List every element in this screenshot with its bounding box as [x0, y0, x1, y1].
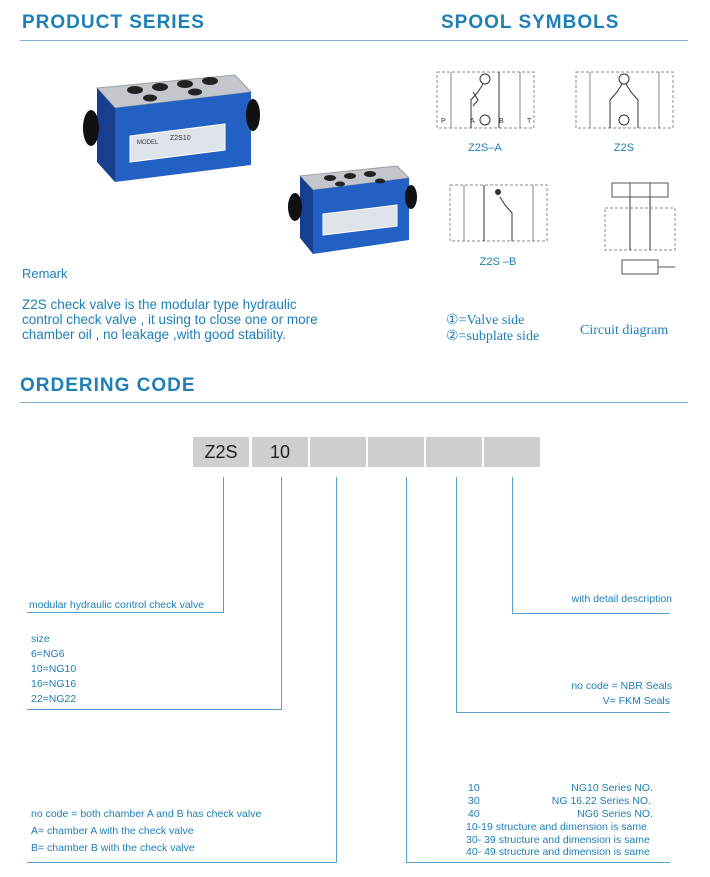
connector-model-v — [223, 477, 224, 612]
connector-seals-v — [456, 477, 457, 712]
remark-line-3: chamber oil , no leakage ,with good stability. — [22, 327, 286, 342]
connector-size-v — [281, 477, 282, 709]
code-box-detail — [484, 437, 540, 467]
product-series-heading: PRODUCT SERIES — [22, 12, 205, 33]
desc-size-22: 22=NG22 — [31, 693, 77, 705]
code-box-size: 10 — [252, 437, 308, 467]
spool-label-z2s-b — [448, 256, 548, 268]
desc-series-40-code: 40 — [468, 808, 480, 820]
desc-seal-nbr: no code = NBR Seals — [571, 680, 672, 692]
desc-seal-fkm: V= FKM Seals — [602, 695, 670, 707]
connector-series-h — [406, 862, 670, 863]
remark-line-2: control check valve , it using to close one or more — [22, 312, 318, 327]
connector-chamber-h — [27, 862, 337, 863]
desc-detail: with detail description — [571, 593, 672, 605]
ordering-divider — [20, 402, 688, 403]
desc-size-6: 6=NG6 — [31, 648, 65, 660]
desc-structure-30: 30- 39 structure and dimension is same — [466, 834, 650, 846]
desc-series-40-text: NG6 Series NO. — [577, 808, 653, 820]
valve-plate-model: MODEL — [137, 140, 159, 146]
remark-title: Remark — [22, 266, 68, 281]
connector-chamber-v — [336, 477, 337, 862]
port-a: A — [470, 118, 475, 125]
ordering-code-heading: ORDERING CODE — [20, 375, 196, 396]
remark-line-1: Z2S check valve is the modular type hydraulic — [22, 297, 297, 312]
legend-subplate-side: ②=subplate side — [446, 329, 540, 344]
code-box-chamber — [310, 437, 366, 467]
spool-label-z2s-text: Z2S — [613, 142, 635, 154]
valve-plate-text: Z2S10 — [170, 135, 191, 142]
port-b: B — [499, 118, 504, 125]
port-p: P — [441, 118, 446, 125]
top-divider — [20, 40, 688, 41]
desc-chamber-a: A= chamber A with the check valve — [31, 825, 194, 837]
desc-series-10-text: NG10 Series NO. — [571, 782, 653, 794]
spool-label-z2s-b-text: Z2S –B — [479, 256, 517, 268]
valve-image-small — [285, 162, 425, 262]
desc-structure-40: 40- 49 structure and dimension is same — [466, 846, 650, 858]
desc-series-10-code: 10 — [468, 782, 480, 794]
desc-modular: modular hydraulic control check valve — [29, 599, 205, 611]
spool-label-z2s-a — [435, 142, 535, 154]
code-box-model: Z2S — [193, 437, 249, 467]
valve-image-large — [75, 70, 265, 190]
desc-size-10: 10=NG10 — [31, 663, 77, 675]
connector-detail-h — [512, 613, 670, 614]
spool-symbol-z2s-b — [446, 183, 551, 245]
desc-size-16: 16=NG16 — [31, 678, 77, 690]
circuit-diagram-label: Circuit diagram — [580, 323, 669, 338]
spool-symbol-z2s — [572, 70, 677, 132]
desc-chamber-both: no code = both chamber A and B has check valve — [31, 808, 262, 820]
connector-seals-h — [456, 712, 670, 713]
desc-chamber-b: B= chamber B with the check valve — [31, 842, 195, 854]
code-box-series — [368, 437, 424, 467]
code-box-seals — [426, 437, 482, 467]
spool-symbol-z2s-a — [433, 70, 538, 132]
desc-series-30-text: NG 16.22 Series NO. — [551, 795, 651, 807]
desc-size-title: size — [31, 633, 50, 645]
legend-valve-side: ①=Valve side — [446, 313, 525, 328]
desc-structure-10: 10-19 structure and dimension is same — [466, 821, 647, 833]
desc-series-30-code: 30 — [468, 795, 480, 807]
connector-series-v — [406, 477, 407, 862]
spool-symbols-heading: SPOOL SYMBOLS — [441, 12, 620, 33]
spool-label-z2s-a-text: Z2S–A — [468, 142, 502, 154]
connector-size-h — [27, 709, 282, 710]
port-t: T — [527, 118, 532, 125]
spool-label-z2s — [574, 142, 674, 154]
circuit-diagram-symbol — [600, 178, 680, 288]
